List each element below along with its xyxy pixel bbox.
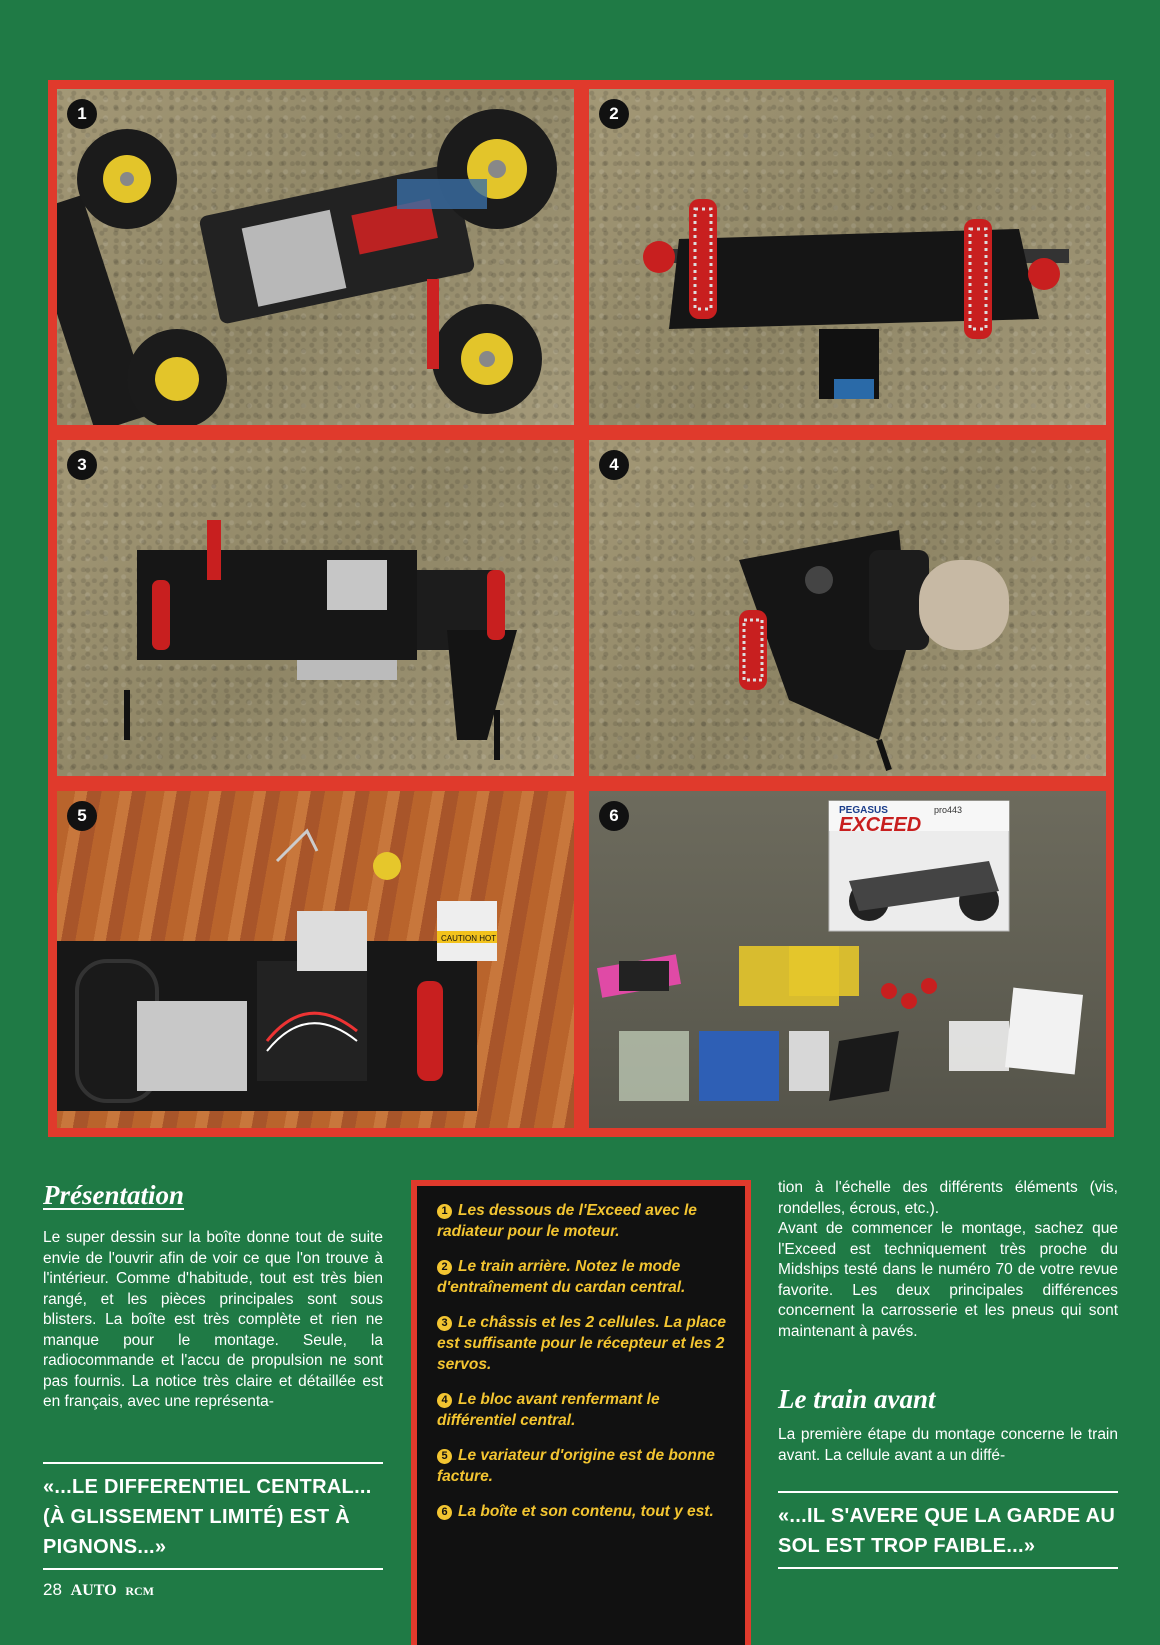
photo-number-badge: 2	[599, 99, 629, 129]
caption-number: 6	[437, 1505, 452, 1520]
right-column-text-1: tion à l'échelle des différents éléments (vis, rondelles, écrous, etc.).	[778, 1179, 1118, 1217]
page-number: 28	[43, 1580, 62, 1599]
caption-text: Le bloc avant renfermant le différentiel central.	[437, 1391, 660, 1429]
caption-number: 1	[437, 1204, 452, 1219]
box-model: EXCEED	[839, 814, 922, 836]
page-footer	[43, 1580, 154, 1600]
presentation-heading: Présentation	[43, 1180, 185, 1210]
caption-text: Le train arrière. Notez le mode d'entraînement du cardan central.	[437, 1258, 686, 1296]
rear-train-illustration	[589, 89, 1106, 425]
photo-2	[589, 89, 1106, 425]
photo-number-badge: 4	[599, 450, 629, 480]
caption-text: La boîte et son contenu, tout y est.	[458, 1503, 714, 1520]
magazine-suffix: RCM	[125, 1584, 154, 1598]
caution-label: CAUTION HOT	[441, 934, 497, 943]
box-brand: PEGASUS	[839, 805, 888, 816]
caption-text: Le variateur d'origine est de bonne facture.	[437, 1447, 715, 1485]
caption-5	[437, 1445, 727, 1487]
caption-number: 5	[437, 1449, 452, 1464]
train-avant-pull-quote: «...IL S'AVERE QUE LA GARDE AU SOL EST TROP FAIBLE...»	[778, 1491, 1118, 1569]
right-column-text-3: La première étape du montage concerne le train avant. La cellule avant a un diffé-	[778, 1426, 1118, 1464]
train-avant-heading: Le train avant	[778, 1384, 936, 1414]
photo-4	[589, 440, 1106, 776]
photo-3	[57, 440, 574, 776]
presentation-text: Le super dessin sur la boîte donne tout de suite envie de l'ouvrir afin de voir ce que l'on trouve à l'intérieur. Comme d'habitude, tout est très bien rangé, et les pièces principales sont sous blisters. La boîte est très complète et rien ne manque pour le montage. Seule, la radiocommande et l'accu de propulsion ne sont pas fournis. La notice très claire et détaillée est en français, avec une représenta-	[43, 1229, 383, 1410]
right-column-text-2: Avant de commencer le montage, sachez que l'Exceed est techniquement très proche du Midships testé dans le numéro 70 de votre revue favorite. Les deux principales différences concernent la carrosserie et les pneus qui sont maintenant à pavés.	[778, 1220, 1118, 1340]
caption-number: 4	[437, 1393, 452, 1408]
photo-number-badge: 3	[67, 450, 97, 480]
photo-number-badge: 1	[67, 99, 97, 129]
photo-5	[57, 791, 574, 1128]
box-contents-illustration	[589, 791, 1106, 1128]
box-code: pro443	[934, 805, 963, 815]
photo-grid	[48, 80, 1114, 1137]
caption-4	[437, 1389, 727, 1431]
car-underside-illustration	[57, 89, 574, 425]
caption-1	[437, 1200, 727, 1242]
presentation-pull-quote: «...LE DIFFERENTIEL CENTRAL... (À GLISSEMENT LIMITÉ) EST À PIGNONS...»	[43, 1462, 383, 1570]
caption-2	[437, 1256, 727, 1298]
caption-text: Les dessous de l'Exceed avec le radiateur pour le moteur.	[437, 1202, 697, 1240]
caption-text: Le châssis et les 2 cellules. La place est suffisante pour le récepteur et les 2 servos.	[437, 1314, 726, 1373]
magazine-name: AUTO	[70, 1582, 117, 1599]
caption-number: 3	[437, 1316, 452, 1331]
photo-1	[57, 89, 574, 425]
front-block-illustration	[589, 440, 1106, 776]
caption-number: 2	[437, 1260, 452, 1275]
photo-captions-box	[411, 1180, 751, 1645]
photo-number-badge: 6	[599, 801, 629, 831]
speed-controller-illustration	[57, 791, 574, 1128]
caption-3	[437, 1312, 727, 1375]
chassis-illustration	[57, 440, 574, 776]
photo-number-badge: 5	[67, 801, 97, 831]
caption-6	[437, 1501, 727, 1522]
photo-6	[589, 791, 1106, 1128]
